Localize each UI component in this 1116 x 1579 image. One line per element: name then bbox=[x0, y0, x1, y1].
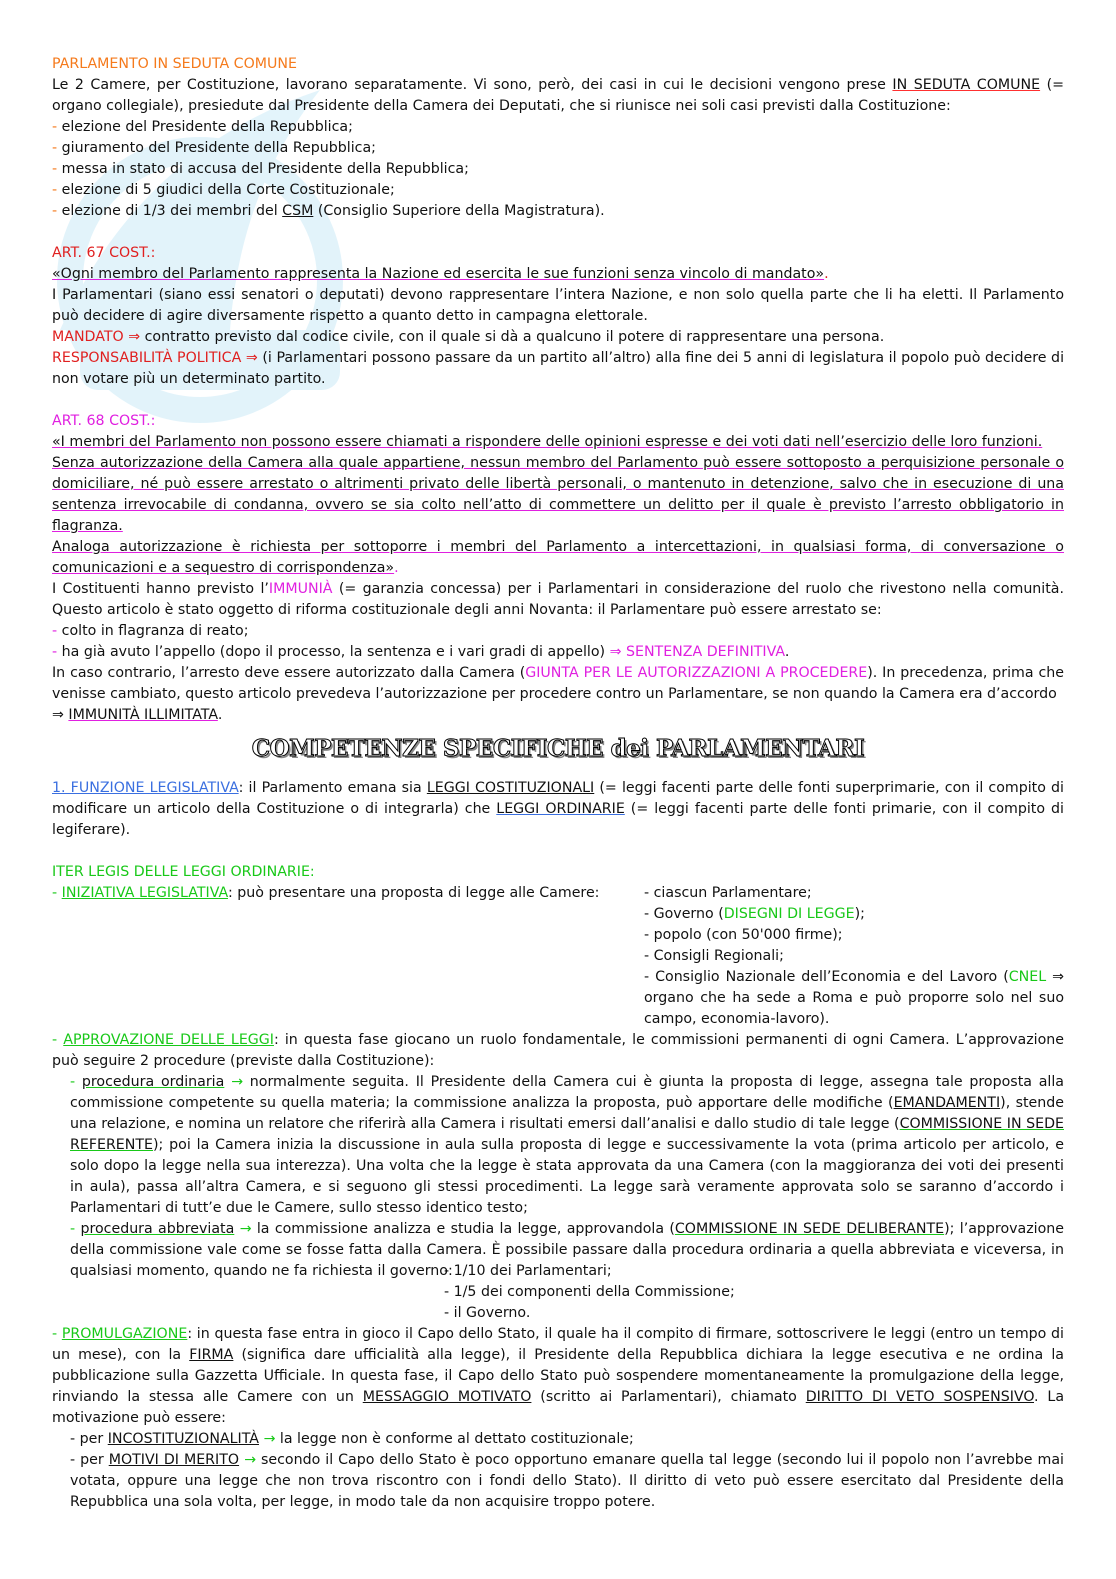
list-item: - Consigli Regionali; bbox=[644, 948, 784, 964]
merito-item: - per MOTIVI DI MERITO → secondo il Capo dello Stato è poco opportuno emanare quella tal legge (secondo lui il popolo non l’avrebbe mai votata, oppure una legge che non trova riscontro con i fondi dello Stato). Il diritto di veto può essere esercitato dal Presidente della Repubblica una sola volta, per legge, in modo tale da non acquisire troppo potere. bbox=[70, 1452, 1064, 1510]
list-item: - elezione del Presidente della Repubblica; bbox=[52, 119, 353, 135]
promulgazione-paragraph: - PROMULGAZIONE: in questa fase entra in gioco il Capo dello Stato, il quale ha il compito di firmare, sottoscrivere le leggi (entro un tempo di un mese), con la FIRMA (significa dare ufficialità alla legge), il Presidente della Repubblica dichiara la legge esecutiva e ne ordina la pubblicazione sulla Gazzetta Ufficiale. In questa fase, il Capo dello Stato può sospendere momentaneamente la promulgazione della legge, rinviando la stessa alle Camere con un MESSAGGIO MOTIVATO (scritto ai Parlamentari), chiamato DIRITTO DI VETO SOSPENSIVO. La motivazione può essere: bbox=[52, 1326, 1065, 1426]
list-item: - giuramento del Presidente della Repubblica; bbox=[52, 140, 376, 156]
list-item: - messa in stato di accusa del Presidente della Repubblica; bbox=[52, 161, 469, 177]
mandato-definition: MANDATO ⇒ contratto previsto dal codice civile, con il quale si dà a qualcuno il potere di rappresentare una persona. bbox=[52, 329, 885, 345]
list-item: - 1/5 dei componenti della Commissione; bbox=[444, 1284, 735, 1300]
list-item: - il Governo. bbox=[444, 1305, 531, 1321]
document-page bbox=[52, 54, 1064, 1513]
approvazione-paragraph: - APPROVAZIONE DELLE LEGGI: in questa fase giocano un ruolo fondamentale, le commissioni permanenti di ogni Camera. L’approvazione può seguire 2 procedure (previste dalla Costituzione): bbox=[52, 1032, 1064, 1069]
list-item: - colto in flagranza di reato; bbox=[52, 623, 249, 639]
list-item: - popolo (con 50'000 firme); bbox=[644, 927, 843, 943]
art68-quote-2: Senza autorizzazione della Camera alla quale appartiene, nessun membro del Parlamento può essere sottoposto a perquisizione personale o domiciliare, né può essere arrestato o altrimenti privato delle libertà personali, o mantenuto in detenzione, salvo che in esecuzione di una sentenza irrevocabile di condanna, ovvero se sia colto nell’atto di commettere un delitto per il quale è previsto l’arresto obbligatorio in flagranza. bbox=[52, 455, 1064, 534]
list-item: - ciascun Parlamentare; bbox=[644, 885, 812, 901]
iniziativa-block: - INIZIATIVA LEGISLATIVA: può presentare una proposta di legge alle Camere: - ciascun Parlamentare; - Governo (DISEGNI DI LEGGE); - popolo (con 50'000 firme); - Consigli Regionali; - Consiglio Nazionale dell’Economia e del Lavoro (CNEL ⇒ organo che ha sede a Roma e può proporre solo nel suo campo, economia-lavoro). bbox=[52, 883, 1064, 1030]
arresto-paragraph: In caso contrario, l’arresto deve essere autorizzato dalla Camera (GIUNTA PER LE AUTORIZZAZIONI A PROCEDERE). In precedenza, prima che venisse cambiato, questo articolo prevedeva l’autorizzazione per procedere contro un Parlamentare, se non quando la Camera era d’accordo ⇒ IMMUNITÀ ILLIMITATA. bbox=[52, 665, 1064, 723]
list-item: - ha già avuto l’appello (dopo il processo, la sentenza e i vari gradi di appello) ⇒ SENTENZA DEFINITIVA. bbox=[52, 644, 790, 660]
list-item: - elezione di 5 giudici della Corte Costituzionale; bbox=[52, 182, 395, 198]
responsabilita-definition: RESPONSABILITÀ POLITICA ⇒ (i Parlamentari possono passare da un partito all’altro) alla fine dei 5 anni di legislatura il popolo può decidere di non votare più un determinato partito. bbox=[52, 350, 1065, 387]
section-heading-art68: ART. 68 COST.: bbox=[52, 413, 156, 429]
list-item: - elezione di 1/3 dei membri del CSM (Consiglio Superiore della Magistratura). bbox=[52, 203, 605, 219]
incostituzionalita-item: - per INCOSTITUZIONALITÀ → la legge non è conforme al dettato costituzionale; bbox=[70, 1431, 634, 1447]
art67-quote: «Ogni membro del Parlamento rappresenta la Nazione ed esercita le sue funzioni senza vincolo di mandato». bbox=[52, 266, 829, 282]
immunita-paragraph: I Costituenti hanno previsto l’IMMUNIÀ (= garanzia concessa) per i Parlamentari in considerazione del ruolo che rivestono nella comunità. Questo articolo è stato oggetto di riforma costituzionale degli anni Novanta: il Parlamentare può essere arrestato se: bbox=[52, 581, 1065, 618]
art68-quote-3: Analoga autorizzazione è richiesta per sottoporre i membri del Parlamento a intercettazioni, in qualsiasi forma, di conversazione o comunicazioni e a sequestro di corrispondenza». bbox=[52, 539, 1064, 576]
section-heading-iter: ITER LEGIS DELLE LEGGI ORDINARIE: bbox=[52, 864, 315, 880]
list-item: - Consiglio Nazionale dell’Economia e del Lavoro (CNEL ⇒ organo che ha sede a Roma e può proporre solo nel suo campo, economia-lavoro). bbox=[644, 969, 1064, 1027]
funzione-legislativa: 1. FUNZIONE LEGISLATIVA: il Parlamento emana sia LEGGI COSTITUZIONALI (= leggi facenti parte delle fonti superprimarie, con il compito di modificare un articolo della Costituzione o di integrarla) che LEGGI ORDINARIE (= leggi facenti parte delle fonti primarie, con il compito di legiferare). bbox=[52, 780, 1064, 838]
art68-quote-1: «I membri del Parlamento non possono essere chiamati a rispondere delle opinioni espresse e dei voti dati nell’esercizio delle loro funzioni. bbox=[52, 434, 1043, 450]
art67-text: I Parlamentari (siano essi senatori o deputati) devono rappresentare l’intera Nazione, e non solo quella parte che li ha eletti. Il Parlamento può decidere di agire diversamente rispetto a quanto detto in campagna elettorale. bbox=[52, 287, 1064, 324]
section-heading-art67: ART. 67 COST.: bbox=[52, 245, 156, 261]
list-item: - 1/10 dei Parlamentari; bbox=[444, 1263, 612, 1279]
seduta-comune-intro: Le 2 Camere, per Costituzione, lavorano separatamente. Vi sono, però, dei casi in cui le decisioni vengono prese IN SEDUTA COMUNE (= organo collegiale), presiedute dal Presidente della Camera dei Deputati, che si riunisce nei soli casi previsti dalla Costituzione: bbox=[52, 77, 1065, 114]
procedura-abbreviata: - procedura abbreviata → la commissione analizza e studia la legge, approvandola (COMMISSIONE IN SEDE DELIBERANTE); l’approvazione della commissione vale come se fosse fatta dalla Camera. È possibile passare dalla procedura ordinaria a quella abbreviata e viceversa, in qualsiasi momento, quando ne fa richiesta il governo: bbox=[70, 1221, 1065, 1279]
section-heading-seduta-comune: PARLAMENTO IN SEDUTA COMUNE bbox=[52, 56, 297, 72]
list-item: - Governo (DISEGNI DI LEGGE); bbox=[644, 906, 865, 922]
procedura-ordinaria: - procedura ordinaria → normalmente seguita. Il Presidente della Camera cui è giunta la proposta di legge, assegna tale proposta alla commissione competente su quella materia; la commissione analizza la proposta, può apportare delle modifiche (EMANDAMENTI), stende una relazione, e nomina un relatore che riferirà alla Camera i risultati emersi dall’analisi e dallo studio di tale legge (COMMISSIONE IN SEDE REFERENTE); poi la Camera inizia la discussione in aula sulla proposta di legge e successivamente la vota (prima articolo per articolo, e solo dopo la legge nella sua interezza). Una volta che la legge è stata approvata da una Camera (con la maggioranza dei voti dei presenti in aula), passa all’altra Camera, e si seguono gli stessi procedimenti. La legge sarà veramente approvata solo se saranno d’accordo i Parlamentari di tutt’e due le Camere, sullo stesso identico testo; bbox=[70, 1074, 1065, 1216]
page-title: COMPETENZE SPECIFICHE dei PARLAMENTARI bbox=[251, 735, 865, 762]
